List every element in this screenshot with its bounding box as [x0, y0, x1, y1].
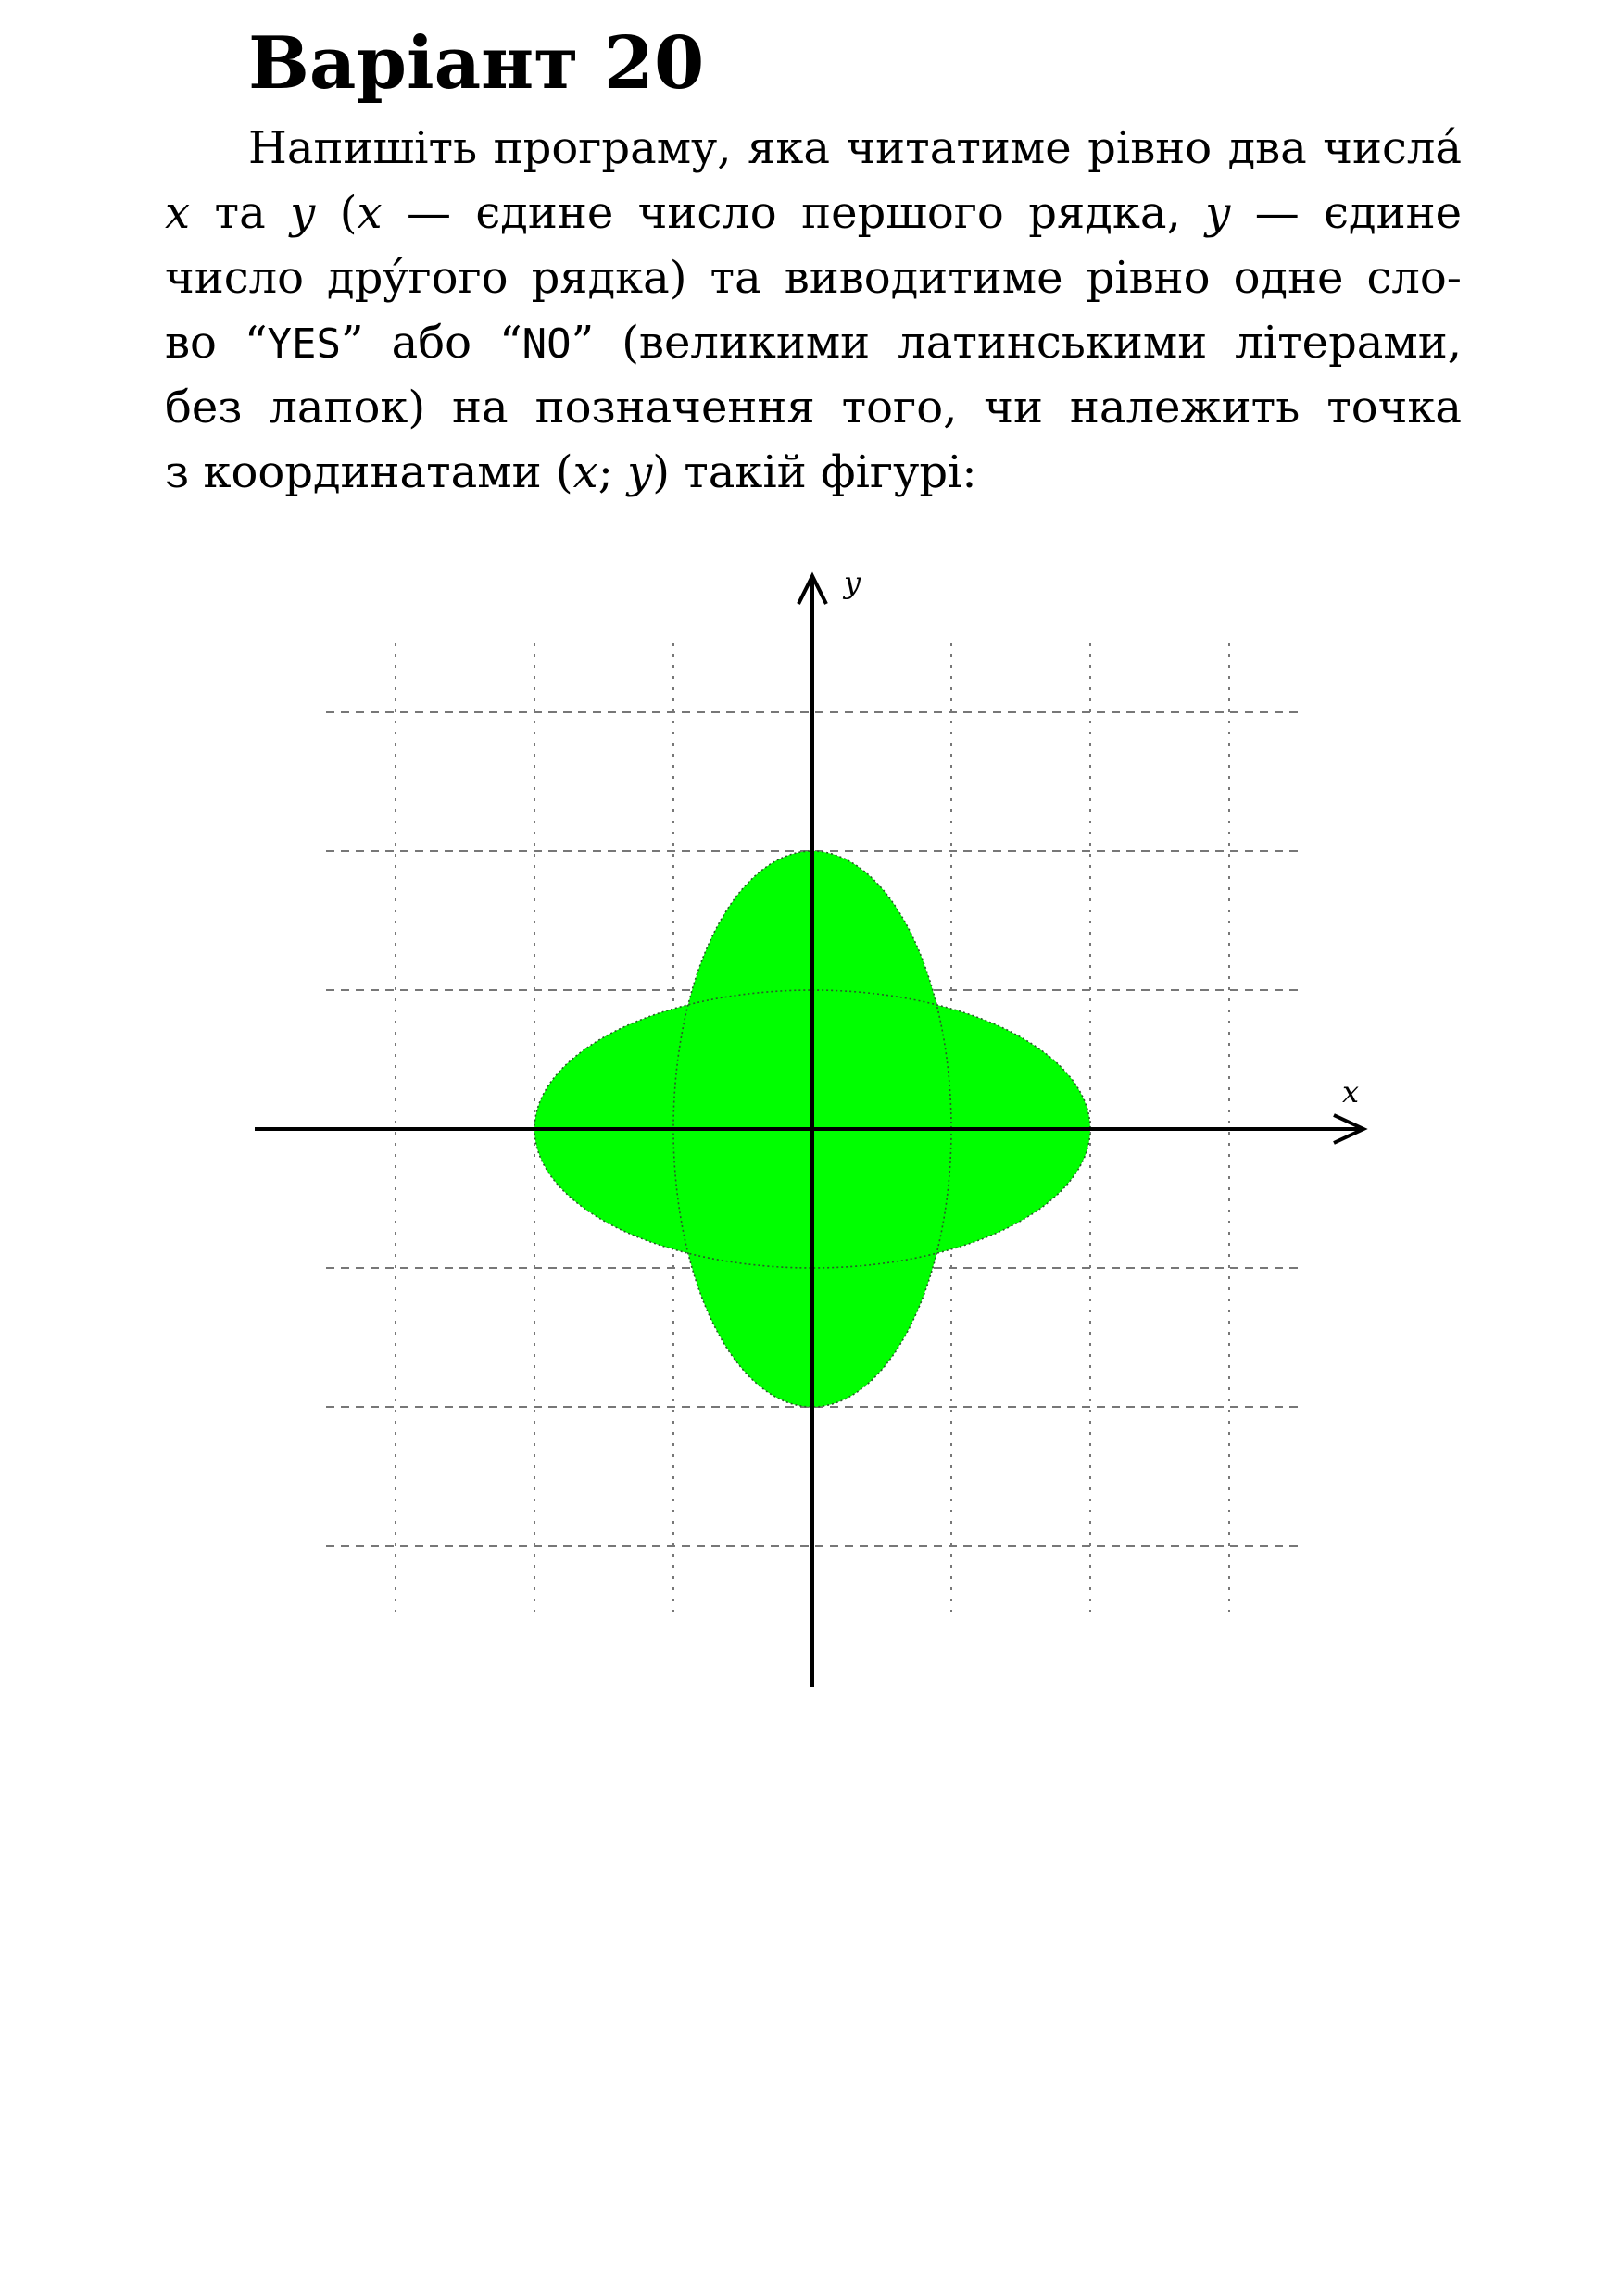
- math-x: x: [572, 446, 598, 498]
- math-y: y: [290, 187, 316, 239]
- text-fragment: ;: [597, 446, 628, 498]
- code-yes: YES: [267, 320, 342, 368]
- text-fragment: з координатами (: [165, 446, 573, 498]
- statement-line-3: число дрýгого рядка) та виводитиме рівно одне сло-: [165, 252, 1462, 304]
- statement-line-1: Напишіть програму, яка читатиме рівно два числá: [248, 122, 1462, 174]
- text-fragment: ) такій фігурі:: [652, 446, 977, 498]
- statement-line-5: без лапок) на позначення того, чи належить точка: [165, 382, 1462, 433]
- math-y: y: [1205, 187, 1231, 239]
- x-axis-label: x: [1341, 1074, 1360, 1110]
- math-x: x: [357, 187, 383, 239]
- code-no: NO: [521, 320, 572, 368]
- text-fragment: ” (великими латинськими літерами,: [571, 317, 1462, 369]
- text-fragment: во “: [165, 317, 268, 369]
- math-y: y: [627, 446, 653, 498]
- text-fragment: — єдине число першого рядка,: [382, 187, 1206, 239]
- text-fragment: — єдине: [1230, 187, 1462, 239]
- text-fragment: та: [190, 187, 291, 239]
- y-axis-label: y: [843, 565, 861, 600]
- text-fragment: (: [315, 187, 358, 239]
- page-title: Варіант 20: [248, 21, 705, 106]
- text-fragment: ” або “: [341, 317, 522, 369]
- math-x: x: [165, 187, 191, 239]
